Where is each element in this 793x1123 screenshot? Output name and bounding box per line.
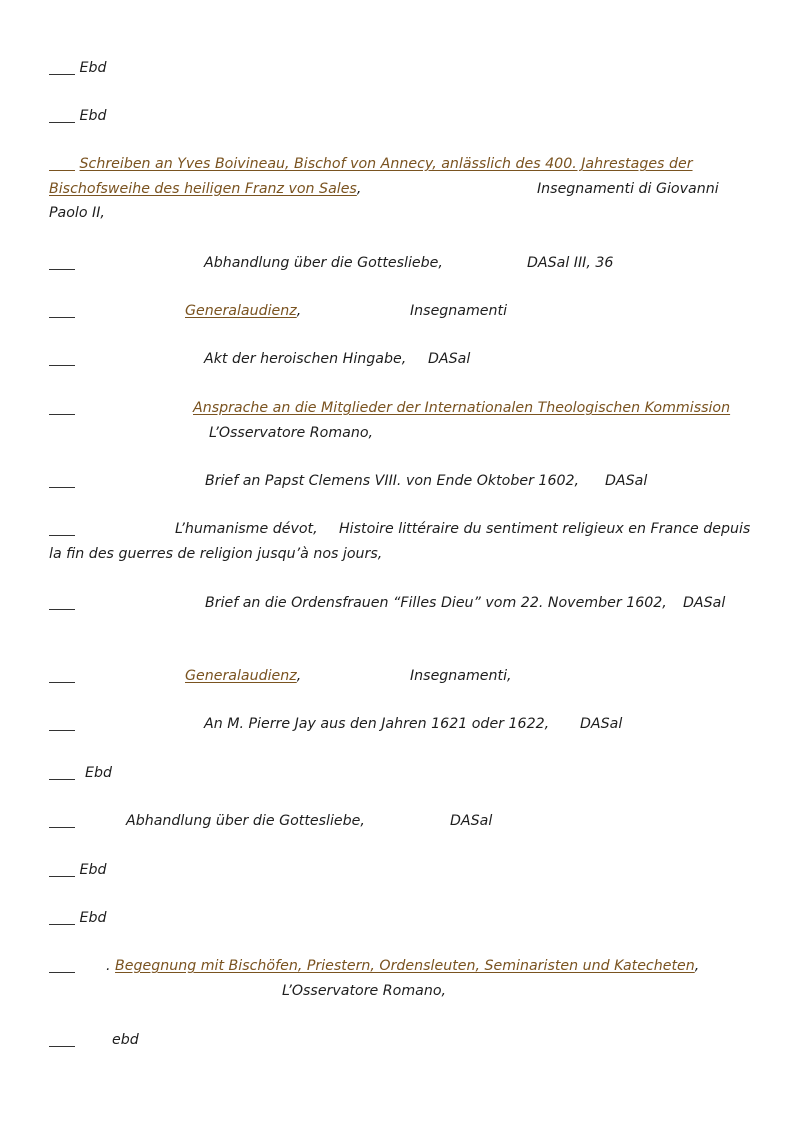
footnote-4 [49, 254, 75, 272]
footnote-7 [49, 399, 75, 417]
footnote-marker [49, 1032, 75, 1047]
footnote-text: ebd [112, 1032, 139, 1048]
footnote-marker [49, 156, 75, 171]
footnote-marker [49, 303, 75, 318]
footnote-source: Insegnamenti di Giovanni [537, 181, 719, 197]
footnote-text: Ebd [79, 862, 107, 878]
footnote-source: DASal III, 36 [527, 255, 614, 271]
footnote-marker [49, 813, 75, 828]
footnote-6 [49, 350, 75, 368]
footnote-marker [49, 351, 75, 366]
footnote-source: DASal [428, 351, 471, 367]
footnote-link-wrap [193, 399, 730, 417]
footnote-link-wrap [185, 667, 301, 685]
footnote-marker [49, 862, 75, 877]
footnote-marker [49, 595, 75, 610]
footnote-14 [49, 812, 75, 830]
footnote-17 [49, 957, 75, 975]
footnote-9 [49, 520, 75, 538]
footnote-18 [49, 1031, 75, 1049]
comma: , [356, 181, 362, 197]
footnote-source: Insegnamenti [410, 303, 508, 319]
comma: , [296, 303, 302, 319]
footnote-10 [49, 594, 75, 612]
footnote-link-wrap [106, 957, 699, 975]
footnote-source: DASal [450, 813, 493, 829]
footnote-2 [49, 107, 107, 125]
footnote-source: Histoire littéraire du sentiment religieux en France depuis [339, 521, 751, 537]
footnote-15 [49, 861, 107, 879]
footnote-source: DASal [580, 716, 623, 732]
footnote-marker [49, 716, 75, 731]
footnote-marker [49, 473, 75, 488]
footnote-source: L’Osservatore Romano, [209, 425, 374, 441]
footnote-3-cont [49, 180, 361, 198]
footnote-16 [49, 909, 107, 927]
footnote-text: Ebd [79, 910, 107, 926]
footnote-marker [49, 400, 75, 415]
footnote-marker [49, 668, 75, 683]
footnote-link[interactable]: Bischofsweihe des heiligen Franz von Sales [49, 181, 357, 197]
footnote-marker [49, 521, 75, 536]
footnote-marker [49, 765, 75, 780]
footnote-text: Ebd [85, 765, 112, 781]
comma: , [694, 958, 700, 974]
footnote-text: Ebd [79, 108, 107, 124]
footnote-title: L’humanisme dévot, [175, 521, 318, 537]
footnote-title: Brief an Papst Clemens VIII. von Ende Oktober 1602, [205, 473, 580, 489]
footnote-title: Abhandlung über die Gottesliebe, [204, 255, 443, 271]
footnote-8 [49, 472, 75, 490]
footnote-link[interactable]: Begegnung mit Bischöfen, Priestern, Ordensleuten, Seminaristen und Katecheten [115, 958, 695, 974]
footnote-link-wrap [185, 302, 301, 320]
footnote-source: DASal [605, 473, 648, 489]
footnote-link[interactable]: Schreiben an Yves Boivineau, Bischof von Annecy, anlässlich des 400. Jahrestages der [79, 156, 693, 172]
footnote-marker [49, 108, 75, 123]
footnote-link[interactable]: Generalaudienz [185, 668, 297, 684]
footnote-marker [49, 255, 75, 270]
footnote-source: Insegnamenti, [410, 668, 512, 684]
footnote-title: Brief an die Ordensfrauen “Filles Dieu” vom 22. November 1602, [205, 595, 667, 611]
footnote-source: L’Osservatore Romano, [282, 983, 447, 999]
comma: , [296, 668, 302, 684]
footnote-prefix: . [106, 958, 111, 974]
footnote-title: Akt der heroischen Hingabe, [204, 351, 407, 367]
footnote-3 [49, 155, 693, 173]
footnote-13 [49, 764, 75, 782]
footnote-1 [49, 59, 107, 77]
footnote-title: Abhandlung über die Gottesliebe, [126, 813, 365, 829]
footnote-link[interactable]: Generalaudienz [185, 303, 297, 319]
footnote-12 [49, 715, 75, 733]
footnote-marker [49, 60, 75, 75]
footnote-source-cont: Paolo II, [49, 205, 105, 221]
footnote-marker [49, 958, 75, 973]
footnote-source: DASal [683, 595, 726, 611]
footnote-source-cont: la fin des guerres de religion jusqu’à nos jours, [49, 546, 383, 562]
footnote-11 [49, 667, 75, 685]
footnote-link[interactable]: Ansprache an die Mitglieder der Internationalen Theologischen Kommission [193, 400, 731, 416]
footnote-text: Ebd [79, 60, 107, 76]
footnote-5 [49, 302, 75, 320]
footnote-marker [49, 910, 75, 925]
footnote-title: An M. Pierre Jay aus den Jahren 1621 oder 1622, [204, 716, 550, 732]
